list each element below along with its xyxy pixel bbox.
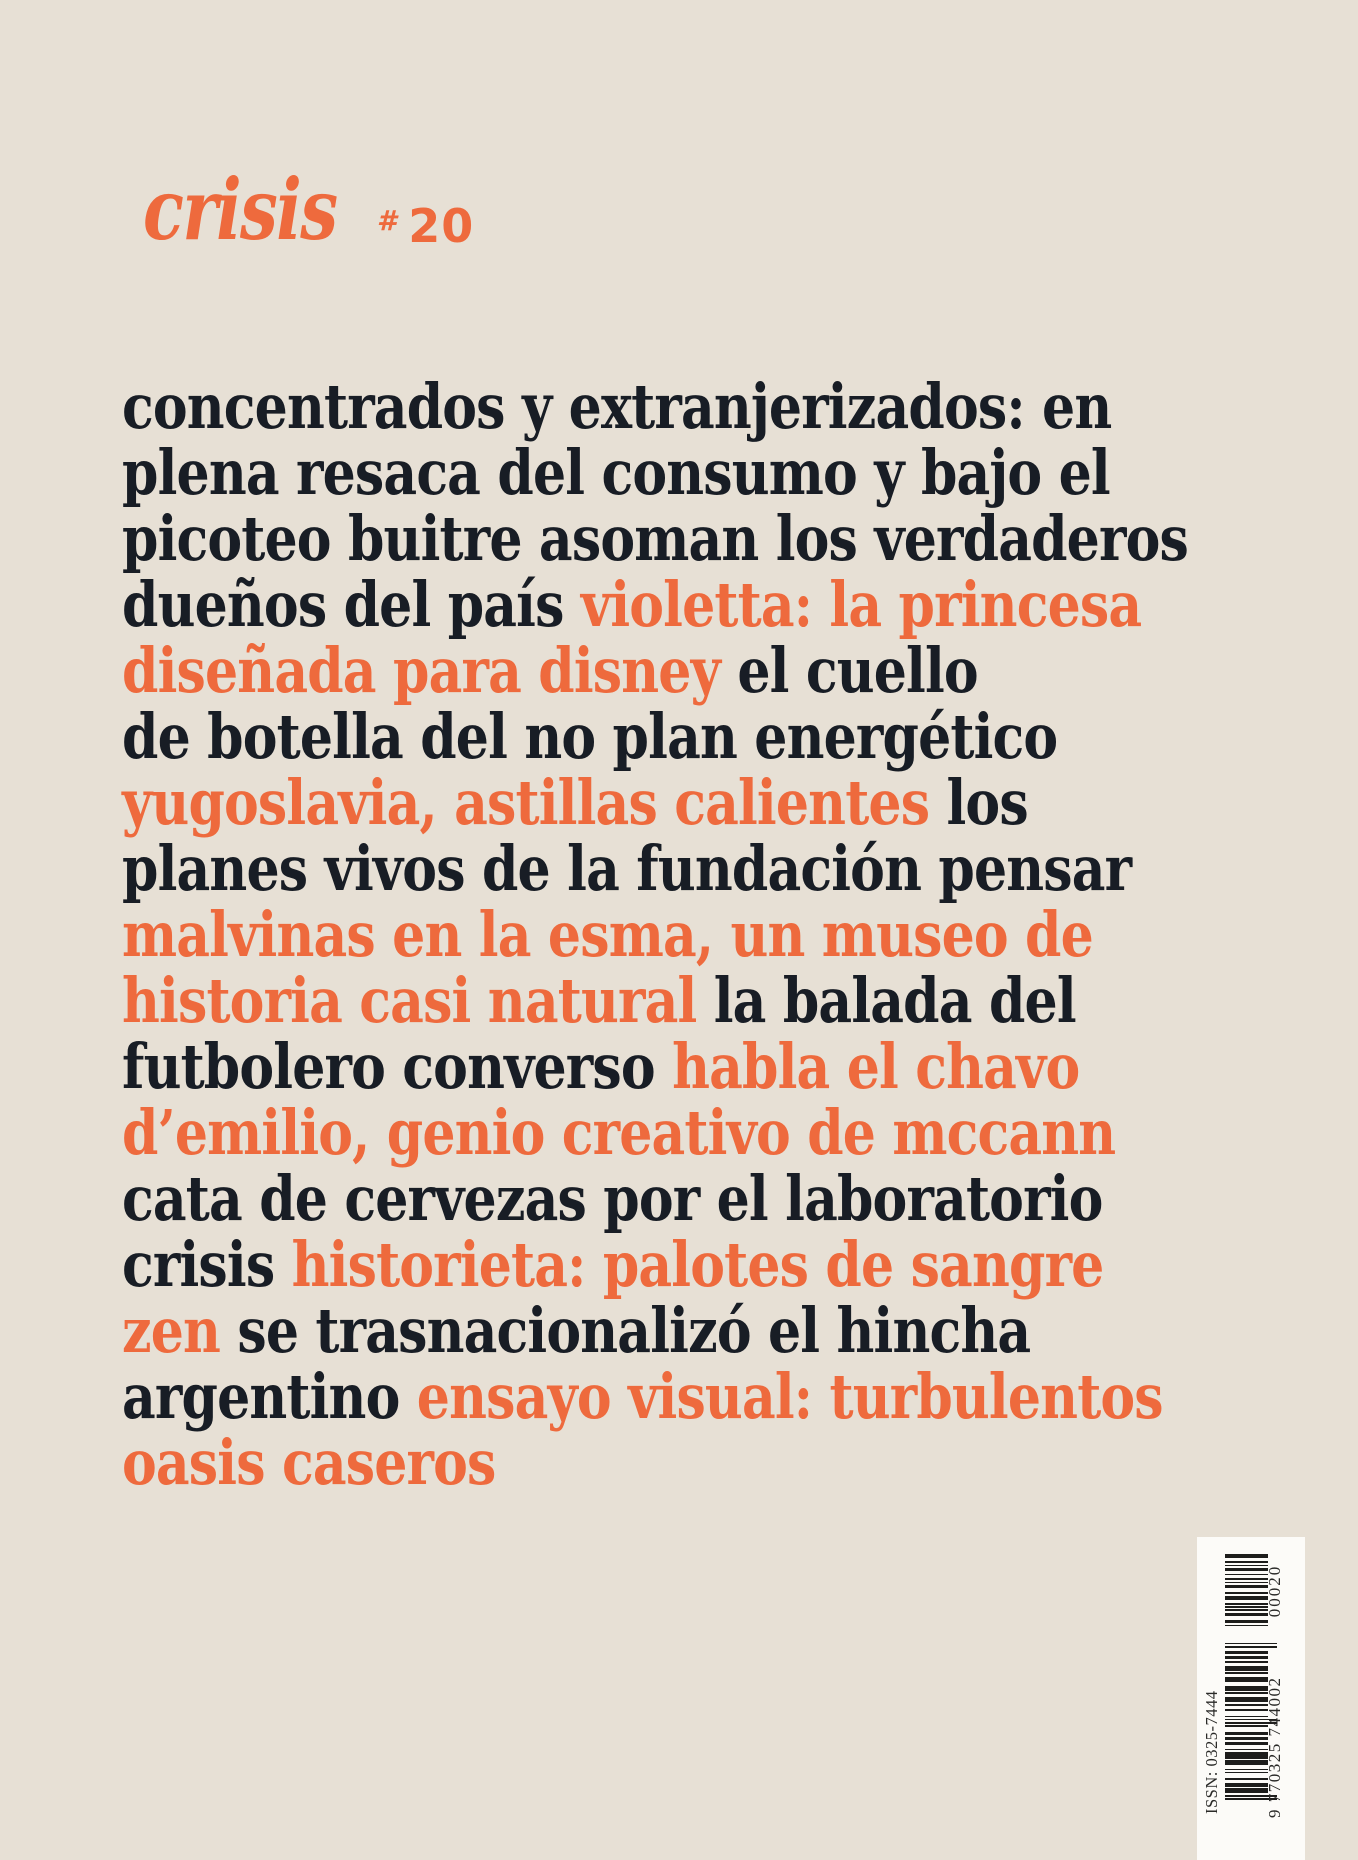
barcode-bar bbox=[1225, 1765, 1268, 1767]
toc-segment: malvinas en la esma, un museo de bbox=[122, 898, 1093, 971]
toc-segment: futbolero converso bbox=[122, 1030, 673, 1103]
barcode-bar bbox=[1225, 1760, 1268, 1762]
barcode-bar bbox=[1225, 1739, 1268, 1741]
barcode-bar bbox=[1225, 1772, 1268, 1774]
barcode-bar bbox=[1225, 1648, 1268, 1650]
toc-line bbox=[122, 1294, 1188, 1367]
toc-segment: se trasnacionalizó el hincha bbox=[237, 1294, 1031, 1367]
toc-segment: de botella del no plan energético bbox=[122, 700, 1058, 773]
barcode-bar bbox=[1225, 1727, 1268, 1729]
toc-segment: ensayo visual: turbulentos bbox=[416, 1360, 1163, 1433]
barcode-bar bbox=[1225, 1623, 1268, 1625]
barcode-bar bbox=[1225, 1644, 1277, 1646]
barcode-bar bbox=[1225, 1674, 1268, 1676]
barcode-bar bbox=[1225, 1565, 1268, 1567]
ean-addon-barcode-icon bbox=[1225, 1554, 1268, 1628]
barcode-bar bbox=[1225, 1597, 1268, 1599]
barcode-bar bbox=[1225, 1669, 1268, 1671]
toc-segment: picoteo buitre asoman los verdaderos bbox=[122, 502, 1188, 575]
barcode-bar bbox=[1225, 1764, 1268, 1766]
barcode-bar bbox=[1225, 1769, 1268, 1771]
barcode-rotated-content bbox=[1197, 1537, 1305, 1860]
barcode-bar bbox=[1225, 1692, 1268, 1694]
barcode-bar bbox=[1225, 1616, 1268, 1618]
barcode-bar bbox=[1225, 1606, 1268, 1608]
toc-line bbox=[122, 436, 1188, 509]
barcode-bar bbox=[1225, 1780, 1268, 1782]
barcode-bar bbox=[1225, 1750, 1268, 1752]
barcode-bar bbox=[1225, 1555, 1268, 1557]
barcode-bar bbox=[1225, 1575, 1268, 1577]
barcode-bar bbox=[1225, 1711, 1268, 1713]
barcode-bar bbox=[1225, 1677, 1268, 1679]
toc-segment: violetta: la princesa bbox=[580, 568, 1142, 641]
barcode-bar bbox=[1225, 1649, 1268, 1651]
barcode-bar bbox=[1225, 1770, 1268, 1772]
barcode-bar bbox=[1225, 1568, 1268, 1570]
barcode-bar bbox=[1225, 1611, 1268, 1613]
barcode-bar bbox=[1225, 1716, 1268, 1718]
barcode-bar bbox=[1225, 1793, 1268, 1795]
barcode-bar bbox=[1225, 1608, 1268, 1610]
barcode-bar bbox=[1225, 1707, 1268, 1709]
barcode-bar bbox=[1225, 1767, 1268, 1769]
barcode-bar bbox=[1225, 1732, 1268, 1734]
toc-segment: crisis bbox=[122, 1228, 292, 1301]
toc-line bbox=[122, 1228, 1188, 1301]
barcode-bar bbox=[1225, 1687, 1268, 1689]
toc-segment: diseñada para disney bbox=[122, 634, 738, 707]
barcode-bar bbox=[1225, 1783, 1268, 1785]
barcode-bar bbox=[1225, 1754, 1268, 1756]
barcode-bar bbox=[1225, 1557, 1268, 1559]
barcode-bar bbox=[1225, 1668, 1268, 1670]
barcode-bar bbox=[1225, 1729, 1268, 1731]
toc-line bbox=[122, 832, 1188, 905]
barcode-bar bbox=[1225, 1671, 1268, 1673]
barcode-bar bbox=[1225, 1752, 1268, 1754]
toc-line bbox=[122, 1360, 1188, 1433]
barcode-bar bbox=[1225, 1661, 1268, 1663]
toc-segment: d’emilio, genio creativo de mccann bbox=[122, 1096, 1116, 1169]
barcode-bar bbox=[1225, 1577, 1268, 1579]
barcode-bar bbox=[1225, 1591, 1268, 1593]
barcode-bar bbox=[1225, 1658, 1268, 1660]
barcode-bar bbox=[1225, 1745, 1268, 1747]
barcode-bar bbox=[1225, 1689, 1268, 1691]
barcode-bar bbox=[1225, 1583, 1268, 1585]
toc-line bbox=[122, 1096, 1188, 1169]
toc-segment: plena resaca del consumo y bajo el bbox=[122, 436, 1110, 509]
barcode-bar bbox=[1225, 1684, 1268, 1686]
barcode-bar bbox=[1225, 1676, 1268, 1678]
magazine-logo: crisis bbox=[143, 160, 337, 259]
barcode-bar bbox=[1225, 1654, 1268, 1656]
barcode-panel bbox=[1197, 1537, 1305, 1860]
barcode-bar bbox=[1225, 1605, 1268, 1607]
barcode-bar bbox=[1225, 1664, 1268, 1666]
barcode-bar bbox=[1225, 1651, 1268, 1653]
barcode-bar bbox=[1225, 1774, 1268, 1776]
barcode-bar bbox=[1225, 1730, 1268, 1732]
barcode-bar bbox=[1225, 1566, 1268, 1568]
toc-line bbox=[122, 568, 1188, 641]
barcode-bar bbox=[1225, 1747, 1268, 1749]
barcode-bar bbox=[1225, 1762, 1268, 1764]
barcode-bar bbox=[1225, 1694, 1268, 1696]
barcode-bar bbox=[1225, 1735, 1268, 1737]
barcode-bar bbox=[1225, 1775, 1268, 1777]
barcode-bar bbox=[1225, 1714, 1268, 1716]
barcode-bar bbox=[1225, 1749, 1268, 1751]
barcode-bar bbox=[1225, 1617, 1268, 1619]
toc-segment: la balada del bbox=[713, 964, 1076, 1037]
barcode-bar bbox=[1225, 1563, 1268, 1565]
barcode-bar bbox=[1225, 1592, 1268, 1594]
barcode-bar bbox=[1225, 1619, 1268, 1621]
toc-line bbox=[122, 700, 1188, 773]
barcode-bar bbox=[1225, 1600, 1268, 1602]
toc-line bbox=[122, 502, 1188, 575]
barcode-bar bbox=[1225, 1699, 1268, 1701]
barcode-bar bbox=[1225, 1702, 1268, 1704]
barcode-bar bbox=[1225, 1622, 1268, 1624]
toc-segment: yugoslavia, astillas calientes bbox=[122, 766, 947, 839]
barcode-bar bbox=[1225, 1792, 1268, 1794]
barcode-bar bbox=[1225, 1663, 1268, 1665]
toc-line bbox=[122, 964, 1188, 1037]
barcode-bar bbox=[1225, 1582, 1268, 1584]
toc-line bbox=[122, 766, 1188, 839]
barcode-bar bbox=[1225, 1646, 1277, 1648]
toc-segment: los bbox=[946, 766, 1028, 839]
toc-segment: planes vivos de la fundación pensar bbox=[122, 832, 1132, 905]
barcode-bar bbox=[1225, 1697, 1268, 1699]
toc-segment: historieta: palotes de sangre bbox=[291, 1228, 1104, 1301]
barcode-bar bbox=[1225, 1788, 1268, 1790]
barcode-bar bbox=[1225, 1787, 1268, 1789]
barcode-bar bbox=[1225, 1737, 1268, 1739]
barcode-bar bbox=[1225, 1626, 1268, 1628]
barcode-bar bbox=[1225, 1554, 1268, 1556]
barcode-bar bbox=[1225, 1777, 1268, 1779]
barcode-bar bbox=[1225, 1560, 1268, 1562]
barcode-bar bbox=[1225, 1586, 1268, 1588]
barcode-bar bbox=[1225, 1706, 1268, 1708]
toc-line bbox=[122, 1030, 1188, 1103]
barcode-bar bbox=[1225, 1599, 1268, 1601]
barcode-bar bbox=[1225, 1614, 1268, 1616]
barcode-bar bbox=[1225, 1759, 1268, 1761]
barcode-bar bbox=[1225, 1571, 1268, 1573]
barcode-bar bbox=[1225, 1701, 1268, 1703]
toc-segment: concentrados y extranjerizados: en bbox=[122, 370, 1112, 443]
toc-segment: argentino bbox=[122, 1360, 417, 1433]
barcode-bar bbox=[1225, 1589, 1268, 1591]
barcode-bar bbox=[1225, 1659, 1268, 1661]
barcode-bar bbox=[1225, 1778, 1268, 1780]
barcode-bar bbox=[1225, 1596, 1268, 1598]
barcode-bar bbox=[1225, 1681, 1268, 1683]
toc-segment: habla el chavo bbox=[672, 1030, 1080, 1103]
toc-segment: cata de cervezas por el laboratorio bbox=[122, 1162, 1103, 1235]
ean-digits: 9 770325 744002 bbox=[1265, 1676, 1284, 1818]
barcode-bar bbox=[1225, 1682, 1268, 1684]
toc-line bbox=[122, 1162, 1188, 1235]
barcode-bar bbox=[1225, 1620, 1268, 1622]
barcode-bar bbox=[1225, 1613, 1268, 1615]
toc-segment: oasis caseros bbox=[122, 1426, 496, 1499]
barcode-bar bbox=[1225, 1625, 1268, 1627]
barcode-bar bbox=[1225, 1588, 1268, 1590]
barcode-bar bbox=[1225, 1679, 1268, 1681]
barcode-bar bbox=[1225, 1609, 1268, 1611]
toc-line bbox=[122, 898, 1188, 971]
barcode-bar bbox=[1225, 1603, 1268, 1605]
issn-label: ISSN: 0325-7444 bbox=[1202, 1690, 1221, 1814]
toc-line bbox=[122, 370, 1188, 443]
barcode-bar bbox=[1225, 1572, 1268, 1574]
toc-segment: el cuello bbox=[737, 634, 978, 707]
barcode-bar bbox=[1225, 1742, 1268, 1744]
barcode-bar bbox=[1225, 1666, 1268, 1668]
barcode-bar bbox=[1225, 1790, 1268, 1792]
barcode-bar bbox=[1225, 1725, 1268, 1727]
barcode-bar bbox=[1225, 1656, 1268, 1658]
barcode-bar bbox=[1225, 1643, 1277, 1645]
barcode-bar bbox=[1225, 1558, 1268, 1560]
barcode-bar bbox=[1225, 1744, 1268, 1746]
issue-number: 20 bbox=[408, 199, 475, 253]
toc-segment: historia casi natural bbox=[122, 964, 714, 1037]
barcode-bar bbox=[1225, 1579, 1268, 1581]
barcode-bar bbox=[1225, 1740, 1268, 1742]
barcode-bar bbox=[1225, 1712, 1268, 1714]
toc-line bbox=[122, 1426, 1188, 1499]
barcode-bar bbox=[1225, 1574, 1268, 1576]
barcode-bar bbox=[1225, 1691, 1268, 1693]
toc bbox=[122, 370, 1188, 1499]
barcode-bar bbox=[1225, 1709, 1268, 1711]
barcode-bar bbox=[1225, 1704, 1268, 1706]
ean-addon-digits: 00020 bbox=[1265, 1564, 1284, 1618]
barcode-bar bbox=[1225, 1602, 1268, 1604]
barcode-bar bbox=[1225, 1561, 1268, 1563]
barcode-bar bbox=[1225, 1585, 1268, 1587]
barcode-bar bbox=[1225, 1653, 1268, 1655]
toc-line bbox=[122, 634, 1188, 707]
barcode-bar bbox=[1225, 1734, 1268, 1736]
toc-segment: zen bbox=[122, 1294, 238, 1367]
barcode-bar bbox=[1225, 1755, 1268, 1757]
barcode-bar bbox=[1225, 1580, 1268, 1582]
issue-hash-symbol: # bbox=[376, 204, 397, 237]
masthead bbox=[143, 160, 475, 259]
barcode-bar bbox=[1225, 1672, 1268, 1674]
toc-segment: dueños del país bbox=[122, 568, 581, 641]
barcode-bar bbox=[1225, 1686, 1268, 1688]
barcode-bar bbox=[1225, 1696, 1268, 1698]
barcode-bar bbox=[1225, 1594, 1268, 1596]
barcode-bar bbox=[1225, 1569, 1268, 1571]
barcode-bar bbox=[1225, 1757, 1268, 1759]
barcode-bar bbox=[1225, 1782, 1268, 1784]
barcode-bar bbox=[1225, 1785, 1268, 1787]
